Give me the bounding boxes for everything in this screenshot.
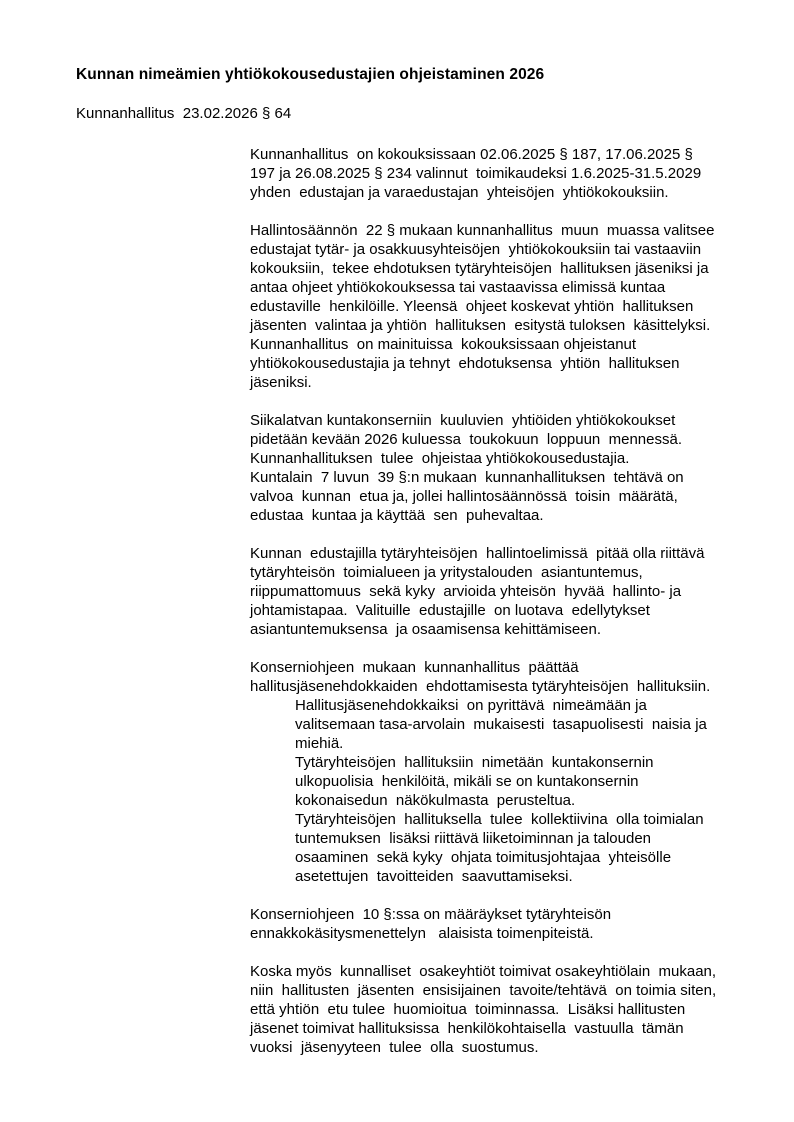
document-body xyxy=(250,145,740,1076)
paragraph: Kunnanhallitus on kokouksissaan 02.06.2025 § 187, 17.06.2025 § 197 ja 26.08.2025 § 234 valinnut toimikaudeksi 1.6.2025-31.5.2029 yhden edustajan ja varaedustajan yhteisöjen yhtiökokouksiin. xyxy=(250,146,702,201)
paragraph: Kunnan edustajilla tytäryhteisöjen hallintoelimissä pitää olla riittävä tytäryhteisön toimialueen ja yritystalouden asiantuntemus, riippumattomuus sekä kyky arvioida yhteisön hyvää hallinto- ja johtamistapaa. Valituille edustajille on luotava edellytykset asiantuntemuksensa ja osaamisensa kehittämiseen. xyxy=(250,545,705,638)
paragraph: Konserniohjeen mukaan kunnanhallitus päättää hallitusjäsenehdokkaiden ehdottamisesta tytäryhteisöjen hallituksiin. xyxy=(250,659,711,695)
paragraph: Hallitusjäsenehdokkaiksi on pyrittävä nimeämään ja valitsemaan tasa-arvolain mukaisesti tasapuolisesti naisia ja miehiä. Tytäryhteisöjen hallituksiin nimetään kuntakonsernin ulkopuolisia henkilöitä, mikäli se on kuntakonsernin kokonaisedun näkökulmasta perusteltua. Tytäryhteisöjen hallituksella tulee kollektiivina olla toimialan tuntemuksen lisäksi riittävä liiketoiminnan ja talouden osaaminen sekä kyky ohjata toimitusjohtajaa yhteisölle asetettujen tavoitteiden saavuttamiseksi. xyxy=(295,697,707,885)
paragraph: Siikalatvan kuntakonserniin kuuluvien yhtiöiden yhtiökokoukset pidetään kevään 2026 kuluessa toukokuun loppuun mennessä. Kunnanhallituksen tulee ohjeistaa yhtiökokousedustajia. Kuntalain 7 luvun 39 §:n mukaan kunnanhallituksen tehtävä on valvoa kunnan etua ja, jollei hallintosäännössä toisin määrätä, edustaa kuntaa ja käyttää sen puhevaltaa. xyxy=(250,412,684,524)
paragraph: Konserniohjeen 10 §:ssa on määräykset tytäryhteisön ennakkokäsitysmenettelyn alaisista toimenpiteistä. xyxy=(250,906,612,942)
document-title: Kunnan nimeämien yhtiökokousedustajien ohjeistaminen 2026 xyxy=(76,66,545,83)
paragraph: Hallintosäännön 22 § mukaan kunnanhallitus muun muassa valitsee edustajat tytär- ja osakkuusyhteisöjen yhtiökokouksiin tai vastaaviin kokouksiin, tekee ehdotuksen tytäryhteisöjen hallituksen jäseniksi ja antaa ohjeet yhtiökokouksessa tai vastaavissa elimissä kuntaa edustaville henkilöille. Yleensä ohjeet koskevat yhtiön hallituksen jäsenten valintaa ja yhtiön hallituksen esitystä tuloksen käsittelyksi. Kunnanhallitus on mainituissa kokouksissaan ohjeistanut yhtiökokousedustajia ja tehnyt ehdotuksensa yhtiön hallituksen jäseniksi. xyxy=(250,222,715,391)
meeting-reference: Kunnanhallitus 23.02.2026 § 64 xyxy=(76,105,292,122)
paragraph: Koska myös kunnalliset osakeyhtiöt toimivat osakeyhtiölain mukaan, niin hallitusten jäsenten ensisijainen tavoite/tehtävä on toimia siten, että yhtiön etu tulee huomioitua toiminnassa. Lisäksi hallitusten jäsenet toimivat hallituksissa henkilökohtaisella vastuulla tämän vuoksi jäsenyyteen tulee olla suostumus. xyxy=(250,963,717,1056)
